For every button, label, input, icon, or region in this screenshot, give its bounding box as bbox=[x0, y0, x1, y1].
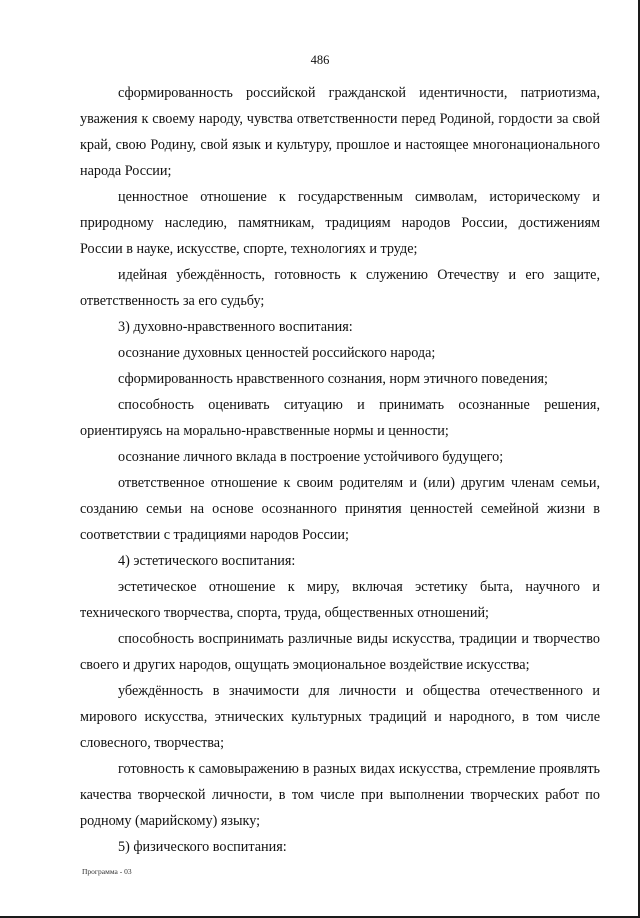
document-body bbox=[80, 80, 600, 860]
paragraph: способность воспринимать различные виды искусства, традиции и творчество своего и других народов, ощущать эмоциональное воздействие искусства; bbox=[80, 631, 600, 673]
section-heading: 5) физического воспитания: bbox=[118, 839, 287, 855]
paragraph: идейная убеждённость, готовность к служению Отечеству и его защите, ответственность за его судьбу; bbox=[80, 267, 600, 309]
paragraph: ответственное отношение к своим родителям и (или) другим членам семьи, созданию семьи на основе осознанного принятия ценностей семейной жизни в соответствии с традициями народов России; bbox=[80, 475, 600, 543]
paragraph: осознание личного вклада в построение устойчивого будущего; bbox=[118, 449, 504, 465]
paragraph: сформированность нравственного сознания, норм этичного поведения; bbox=[118, 371, 548, 387]
paragraph: осознание духовных ценностей российского народа; bbox=[118, 345, 436, 361]
paragraph: эстетическое отношение к миру, включая эстетику быта, научного и технического творчества, спорта, труда, общественных отношений; bbox=[80, 579, 600, 621]
section-heading: 4) эстетического воспитания: bbox=[118, 553, 296, 569]
page-number: 486 bbox=[310, 53, 330, 67]
section-heading: 3) духовно-нравственного воспитания: bbox=[118, 319, 353, 335]
paragraph: готовность к самовыражению в разных видах искусства, стремление проявлять качества творческой личности, в том числе при выполнении творческих работ по родному (марийскому) языку; bbox=[80, 761, 600, 829]
paragraph: способность оценивать ситуацию и принимать осознанные решения, ориентируясь на морально-нравственные нормы и ценности; bbox=[80, 397, 600, 439]
paragraph: сформированность российской гражданской идентичности, патриотизма, уважения к своему народу, чувства ответственности перед Родиной, гордости за свой край, свою Родину, свой язык и культуру, прошлое и настоящее многонационального народа России; bbox=[80, 85, 600, 179]
page-footer: Программа - 03 bbox=[82, 867, 132, 876]
paragraph: убеждённость в значимости для личности и общества отечественного и мирового искусства, этнических культурных традиций и народного, в том числе словесного, творчества; bbox=[80, 683, 600, 751]
paragraph: ценностное отношение к государственным символам, историческому и природному наследию, памятникам, традициям народов России, достижениям России в науке, искусстве, спорте, технологиях и труде; bbox=[80, 189, 600, 257]
